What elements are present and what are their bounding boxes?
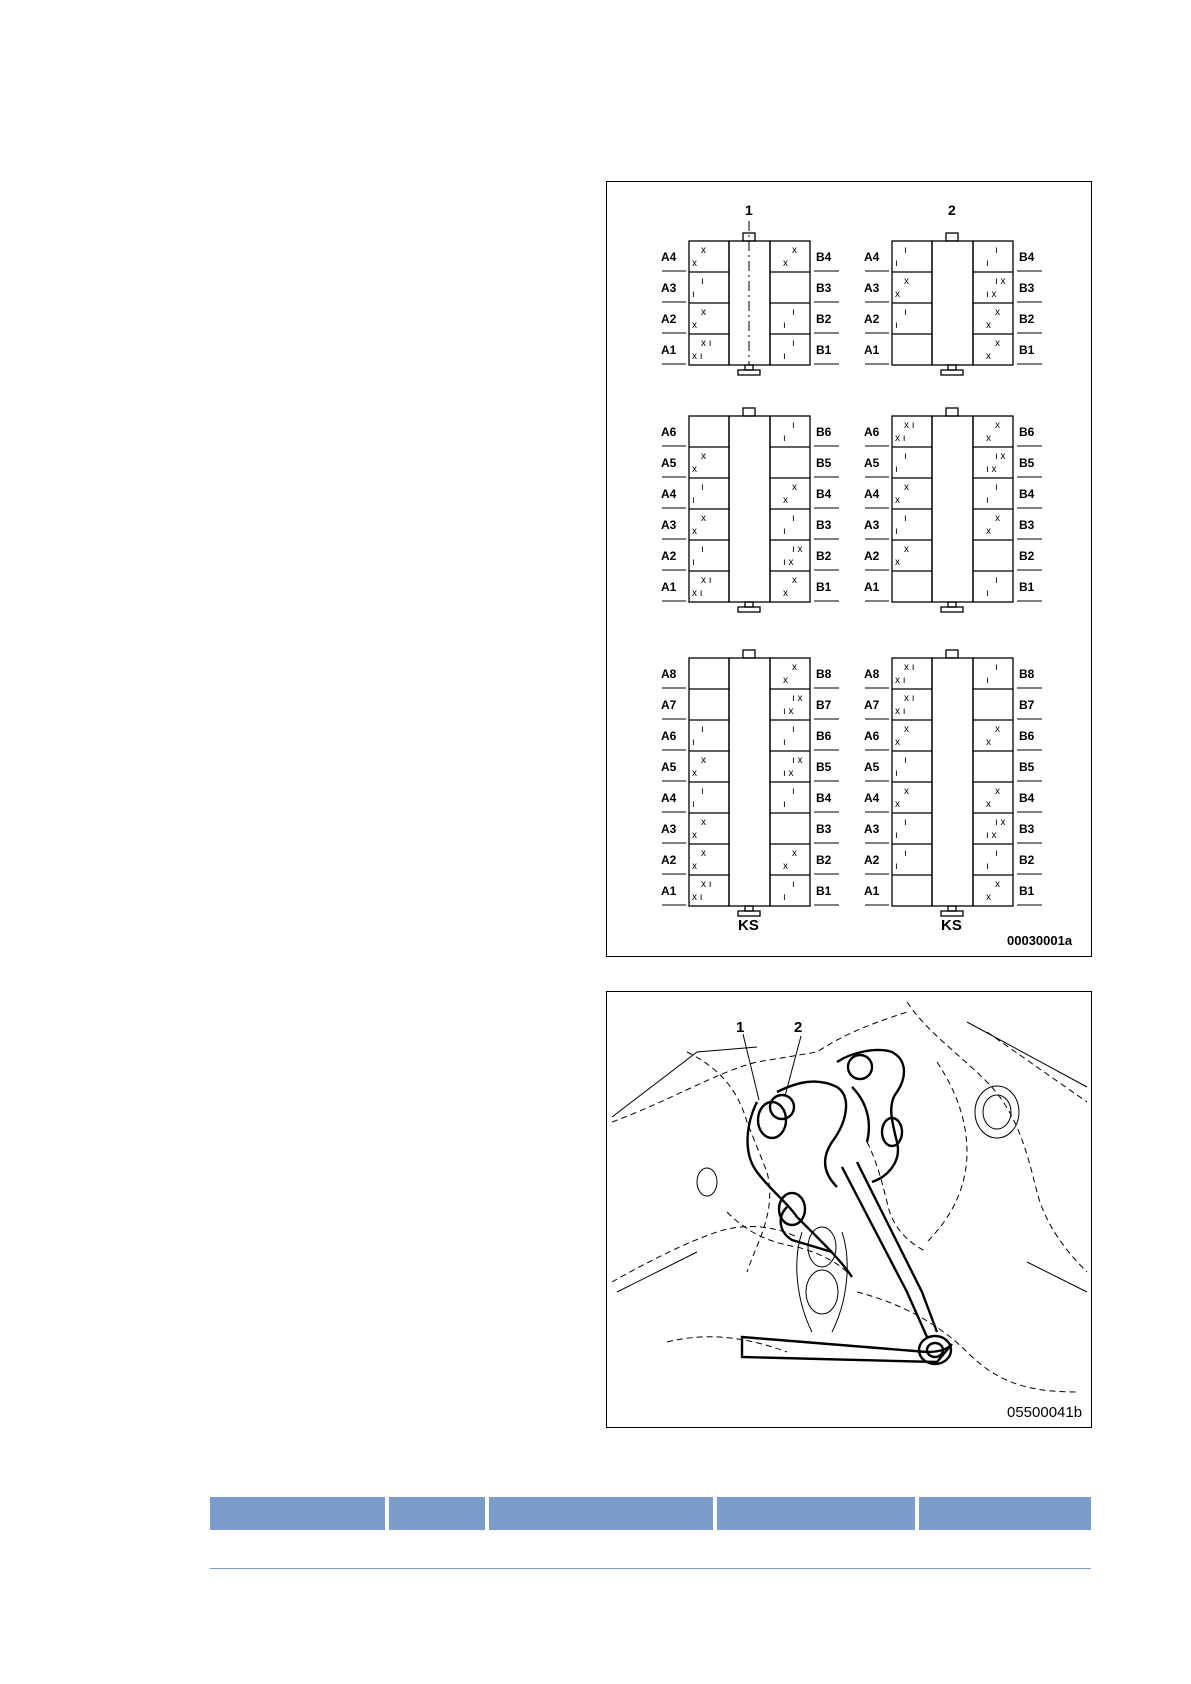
valve-mark-intake: x	[701, 848, 706, 859]
valve-mark-exhaust: x	[783, 861, 788, 872]
valve-mark-exhaust: x	[895, 289, 900, 300]
valve-mark-intake: ı	[701, 786, 704, 797]
table-header-cell	[210, 1497, 385, 1530]
valve-mark-intake: x	[995, 513, 1000, 524]
cylinder-label-b: B6	[1019, 425, 1035, 439]
valve-mark-intake: ı	[792, 338, 795, 349]
valve-mark-intake: ı	[995, 482, 998, 493]
valve-mark-intake: ı	[904, 451, 907, 462]
cylinder-label-a: A2	[864, 853, 880, 867]
cylinder-label-a: A7	[661, 698, 677, 712]
valve-mark-exhaust: x ı	[692, 588, 703, 599]
cylinder-label-b: B2	[816, 549, 832, 563]
valve-mark-exhaust: ı	[692, 495, 695, 506]
cylinder-label-a: A2	[864, 312, 880, 326]
cylinder-label-b: B5	[816, 456, 832, 470]
valve-mark-intake: x ı	[904, 420, 915, 431]
valve-mark-intake: ı	[792, 420, 795, 431]
cylinder-label-a: A4	[661, 250, 677, 264]
valve-mark-intake: x	[792, 848, 797, 859]
valve-mark-exhaust: ı	[783, 892, 786, 903]
cylinder-label-b: B5	[1019, 456, 1035, 470]
valve-mark-exhaust: ı	[895, 258, 898, 269]
valve-mark-exhaust: x	[986, 892, 991, 903]
valve-mark-exhaust: x	[692, 526, 697, 537]
cylinder-label-a: A5	[661, 456, 677, 470]
ks-label: KS	[941, 917, 962, 934]
valve-mark-exhaust: ı	[895, 830, 898, 841]
callout-label: 2	[948, 202, 956, 218]
table-header-cell	[919, 1497, 1091, 1530]
cylinder-label-b: B4	[1019, 250, 1035, 264]
valve-mark-intake: ı	[904, 245, 907, 256]
cylinder-label-b: B7	[1019, 698, 1035, 712]
valve-mark-exhaust: x	[783, 258, 788, 269]
valve-mark-intake: ı x	[995, 451, 1006, 462]
flywheel-flange	[941, 607, 963, 612]
rocker-arm-drawing	[607, 992, 1091, 1427]
valve-mark-intake: x	[701, 307, 706, 318]
valve-mark-intake: x	[701, 513, 706, 524]
valve-mark-intake: x	[792, 482, 797, 493]
valve-mark-intake: x ı	[701, 575, 712, 586]
flywheel-flange	[738, 911, 760, 916]
valve-mark-exhaust: ı	[783, 351, 786, 362]
valve-mark-intake: x ı	[904, 693, 915, 704]
valve-mark-intake: x	[995, 338, 1000, 349]
valve-mark-intake: ı	[904, 307, 907, 318]
valve-mark-intake: ı	[904, 755, 907, 766]
valve-mark-intake: x	[701, 755, 706, 766]
valve-mark-exhaust: x	[895, 557, 900, 568]
rocker-arm-figure	[606, 991, 1092, 1428]
cylinder-label-a: A6	[661, 425, 677, 439]
shaft-stub-top	[946, 408, 958, 416]
valve-mark-intake: ı	[904, 513, 907, 524]
cylinder-label-a: A1	[661, 580, 677, 594]
cylinder-label-b: B8	[816, 667, 832, 681]
valve-mark-exhaust: ı	[895, 768, 898, 779]
valve-mark-exhaust: x ı	[692, 351, 703, 362]
table-header-cell	[389, 1497, 485, 1530]
cylinder-label-a: A2	[661, 549, 677, 563]
cylinder-label-a: A4	[661, 487, 677, 501]
cylinder-label-a: A1	[661, 884, 677, 898]
cylinder-label-b: B4	[816, 487, 832, 501]
shaft-stub-bottom	[745, 365, 753, 370]
valve-mark-exhaust: ı	[895, 464, 898, 475]
valve-mark-intake: x	[904, 724, 909, 735]
cylinder-label-b: B3	[1019, 281, 1035, 295]
shaft-stub-bottom	[948, 602, 956, 607]
shaft-stub-top	[946, 233, 958, 241]
valve-mark-exhaust: ı	[692, 737, 695, 748]
valve-mark-exhaust: x	[895, 737, 900, 748]
valve-mark-exhaust: ı x	[783, 768, 794, 779]
cylinder-label-a: A3	[661, 281, 677, 295]
valve-mark-exhaust: ı	[895, 526, 898, 537]
cylinder-label-a: A4	[864, 487, 880, 501]
valve-mark-exhaust: ı	[783, 737, 786, 748]
valve-mark-exhaust: x ı	[895, 433, 906, 444]
valve-mark-intake: x	[995, 879, 1000, 890]
valve-schematic-drawing	[607, 182, 1091, 956]
cylinder-label-b: B4	[1019, 487, 1035, 501]
valve-mark-intake: x	[792, 662, 797, 673]
cylinder-label-a: A1	[864, 884, 880, 898]
valve-mark-intake: ı x	[792, 693, 803, 704]
valve-mark-intake: x	[995, 786, 1000, 797]
engine-background-lines	[612, 1022, 1087, 1332]
ks-label: KS	[738, 917, 759, 934]
cylinder-label-a: A7	[864, 698, 880, 712]
callout-label: 1	[736, 1019, 745, 1036]
figure-id: 05500041b	[1007, 1404, 1083, 1421]
valve-mark-exhaust: x	[692, 258, 697, 269]
cylinder-label-a: A2	[864, 549, 880, 563]
figure-id: 00030001a	[1007, 933, 1073, 948]
crankshaft-block	[729, 658, 770, 906]
valve-mark-intake: ı	[792, 307, 795, 318]
valve-mark-intake: x	[792, 575, 797, 586]
valve-mark-intake: x	[701, 451, 706, 462]
cylinder-label-b: B3	[816, 822, 832, 836]
valve-mark-intake: ı	[995, 662, 998, 673]
cylinder-label-a: A3	[661, 822, 677, 836]
valve-schematic-figure	[606, 181, 1092, 957]
valve-mark-intake: ı	[792, 724, 795, 735]
cylinder-label-a: A4	[864, 250, 880, 264]
valve-mark-intake: ı	[701, 544, 704, 555]
cylinder-label-b: B1	[1019, 343, 1035, 357]
valve-mark-intake: ı x	[792, 755, 803, 766]
valve-mark-exhaust: ı x	[986, 464, 997, 475]
valve-mark-intake: ı	[904, 817, 907, 828]
valve-mark-exhaust: ı	[783, 433, 786, 444]
flywheel-flange	[941, 911, 963, 916]
valve-mark-exhaust: x	[692, 830, 697, 841]
valve-mark-intake: ı	[792, 879, 795, 890]
valve-mark-intake: ı	[701, 276, 704, 287]
cylinder-label-b: B6	[816, 729, 832, 743]
valve-mark-exhaust: ı	[692, 289, 695, 300]
valve-mark-intake: ı	[792, 513, 795, 524]
valve-mark-exhaust: x	[986, 433, 991, 444]
valve-mark-exhaust: x	[986, 737, 991, 748]
valve-mark-exhaust: x	[783, 588, 788, 599]
valve-mark-exhaust: ı	[986, 861, 989, 872]
valve-mark-exhaust: x ı	[895, 675, 906, 686]
cylinder-label-a: A3	[864, 822, 880, 836]
valve-mark-exhaust: x	[692, 464, 697, 475]
cylinder-label-a: A2	[661, 853, 677, 867]
table-header-row	[210, 1497, 1091, 1530]
cylinder-label-b: B4	[816, 791, 832, 805]
flywheel-flange	[738, 370, 760, 375]
valve-mark-intake: ı	[995, 245, 998, 256]
valve-mark-exhaust: x	[692, 861, 697, 872]
valve-mark-exhaust: x	[986, 799, 991, 810]
valve-mark-intake: ı x	[995, 817, 1006, 828]
valve-mark-exhaust: ı	[895, 320, 898, 331]
cylinder-label-b: B3	[1019, 822, 1035, 836]
valve-mark-intake: ı	[995, 848, 998, 859]
valve-mark-exhaust: ı	[895, 861, 898, 872]
valve-mark-exhaust: x	[692, 320, 697, 331]
cylinder-label-b: B4	[1019, 791, 1035, 805]
valve-mark-intake: x	[701, 245, 706, 256]
valve-mark-exhaust: ı	[783, 799, 786, 810]
valve-mark-intake: ı	[904, 848, 907, 859]
cylinder-label-a: A6	[661, 729, 677, 743]
cylinder-label-a: A4	[661, 791, 677, 805]
flywheel-flange	[738, 607, 760, 612]
valve-mark-intake: ı	[995, 575, 998, 586]
valve-mark-exhaust: ı	[692, 799, 695, 810]
table-header-cell	[717, 1497, 915, 1530]
cylinder-label-a: A6	[864, 729, 880, 743]
valve-mark-exhaust: ı x	[986, 289, 997, 300]
crankshaft-block	[932, 416, 973, 602]
crankshaft-block	[932, 241, 973, 365]
cylinder-label-a: A1	[864, 580, 880, 594]
valve-mark-intake: x	[701, 817, 706, 828]
valve-mark-intake: ı x	[995, 276, 1006, 287]
valve-mark-exhaust: ı x	[986, 830, 997, 841]
cylinder-label-b: B6	[1019, 729, 1035, 743]
shaft-stub-top	[946, 650, 958, 658]
cylinder-label-b: B1	[1019, 580, 1035, 594]
cylinder-label-b: B1	[816, 884, 832, 898]
table-header-cell	[489, 1497, 713, 1530]
cylinder-label-b: B2	[816, 312, 832, 326]
cylinder-label-a: A8	[661, 667, 677, 681]
cylinder-label-b: B2	[1019, 549, 1035, 563]
cylinder-label-b: B8	[1019, 667, 1035, 681]
flywheel-flange	[941, 370, 963, 375]
cylinder-label-a: A2	[661, 312, 677, 326]
valve-mark-intake: x	[995, 307, 1000, 318]
cylinder-label-a: A5	[661, 760, 677, 774]
shaft-stub-bottom	[745, 602, 753, 607]
valve-mark-exhaust: ı x	[783, 557, 794, 568]
valve-mark-exhaust: ı x	[783, 706, 794, 717]
cylinder-label-a: A5	[864, 760, 880, 774]
valve-mark-exhaust: ı	[986, 495, 989, 506]
shaft-stub-bottom	[948, 906, 956, 911]
valve-mark-exhaust: ı	[986, 258, 989, 269]
crankshaft-block	[932, 658, 973, 906]
valve-mark-intake: ı	[792, 786, 795, 797]
cylinder-label-b: B6	[816, 425, 832, 439]
valve-mark-intake: x	[904, 482, 909, 493]
cylinder-label-b: B4	[816, 250, 832, 264]
valve-mark-intake: x	[904, 276, 909, 287]
valve-mark-intake: ı	[701, 482, 704, 493]
table-bottom-rule	[210, 1568, 1091, 1569]
cylinder-label-b: B1	[1019, 884, 1035, 898]
cylinder-label-b: B2	[1019, 853, 1035, 867]
valve-mark-exhaust: ı	[783, 320, 786, 331]
cylinder-label-b: B2	[816, 853, 832, 867]
valve-mark-exhaust: x ı	[895, 706, 906, 717]
cylinder-label-b: B1	[816, 343, 832, 357]
valve-mark-exhaust: x	[895, 799, 900, 810]
callout-label: 1	[745, 202, 753, 218]
cylinder-label-a: A4	[864, 791, 880, 805]
cylinder-label-b: B5	[1019, 760, 1035, 774]
shaft-stub-top	[743, 650, 755, 658]
callout-label: 2	[794, 1019, 803, 1036]
valve-mark-exhaust: x	[783, 675, 788, 686]
rocker-arm-assembly	[742, 1050, 952, 1364]
cylinder-label-b: B2	[1019, 312, 1035, 326]
valve-mark-exhaust: ı	[986, 675, 989, 686]
valve-mark-intake: x	[792, 245, 797, 256]
shaft-stub-top	[743, 408, 755, 416]
valve-mark-exhaust: x	[895, 495, 900, 506]
callout-leaders	[743, 1034, 801, 1100]
cylinder-label-a: A3	[864, 518, 880, 532]
valve-mark-exhaust: x	[692, 768, 697, 779]
valve-mark-exhaust: x	[783, 495, 788, 506]
valve-mark-intake: ı	[701, 724, 704, 735]
valve-mark-exhaust: ı	[692, 557, 695, 568]
cylinder-label-a: A5	[864, 456, 880, 470]
cylinder-label-b: B1	[816, 580, 832, 594]
valve-mark-exhaust: x	[986, 526, 991, 537]
valve-mark-intake: x	[904, 786, 909, 797]
valve-mark-exhaust: ı	[783, 526, 786, 537]
valve-mark-intake: x ı	[904, 662, 915, 673]
valve-mark-exhaust: x	[986, 320, 991, 331]
cylinder-label-a: A1	[661, 343, 677, 357]
valve-mark-exhaust: ı	[986, 588, 989, 599]
cylinder-label-a: A8	[864, 667, 880, 681]
valve-mark-intake: x ı	[701, 879, 712, 890]
cylinder-label-b: B7	[816, 698, 832, 712]
shaft-stub-bottom	[948, 365, 956, 370]
valve-mark-intake: x	[904, 544, 909, 555]
valve-mark-intake: x ı	[701, 338, 712, 349]
cylinder-label-b: B3	[816, 281, 832, 295]
cylinder-label-a: A3	[661, 518, 677, 532]
cylinder-label-b: B5	[816, 760, 832, 774]
cylinder-label-a: A3	[864, 281, 880, 295]
valve-mark-exhaust: x	[986, 351, 991, 362]
valve-mark-intake: ı x	[792, 544, 803, 555]
cylinder-label-a: A1	[864, 343, 880, 357]
cylinder-label-b: B3	[1019, 518, 1035, 532]
cylinder-label-a: A6	[864, 425, 880, 439]
cylinder-label-b: B3	[816, 518, 832, 532]
valve-mark-intake: x	[995, 724, 1000, 735]
shaft-stub-bottom	[745, 906, 753, 911]
valve-mark-intake: x	[995, 420, 1000, 431]
crankshaft-block	[729, 416, 770, 602]
valve-mark-exhaust: x ı	[692, 892, 703, 903]
